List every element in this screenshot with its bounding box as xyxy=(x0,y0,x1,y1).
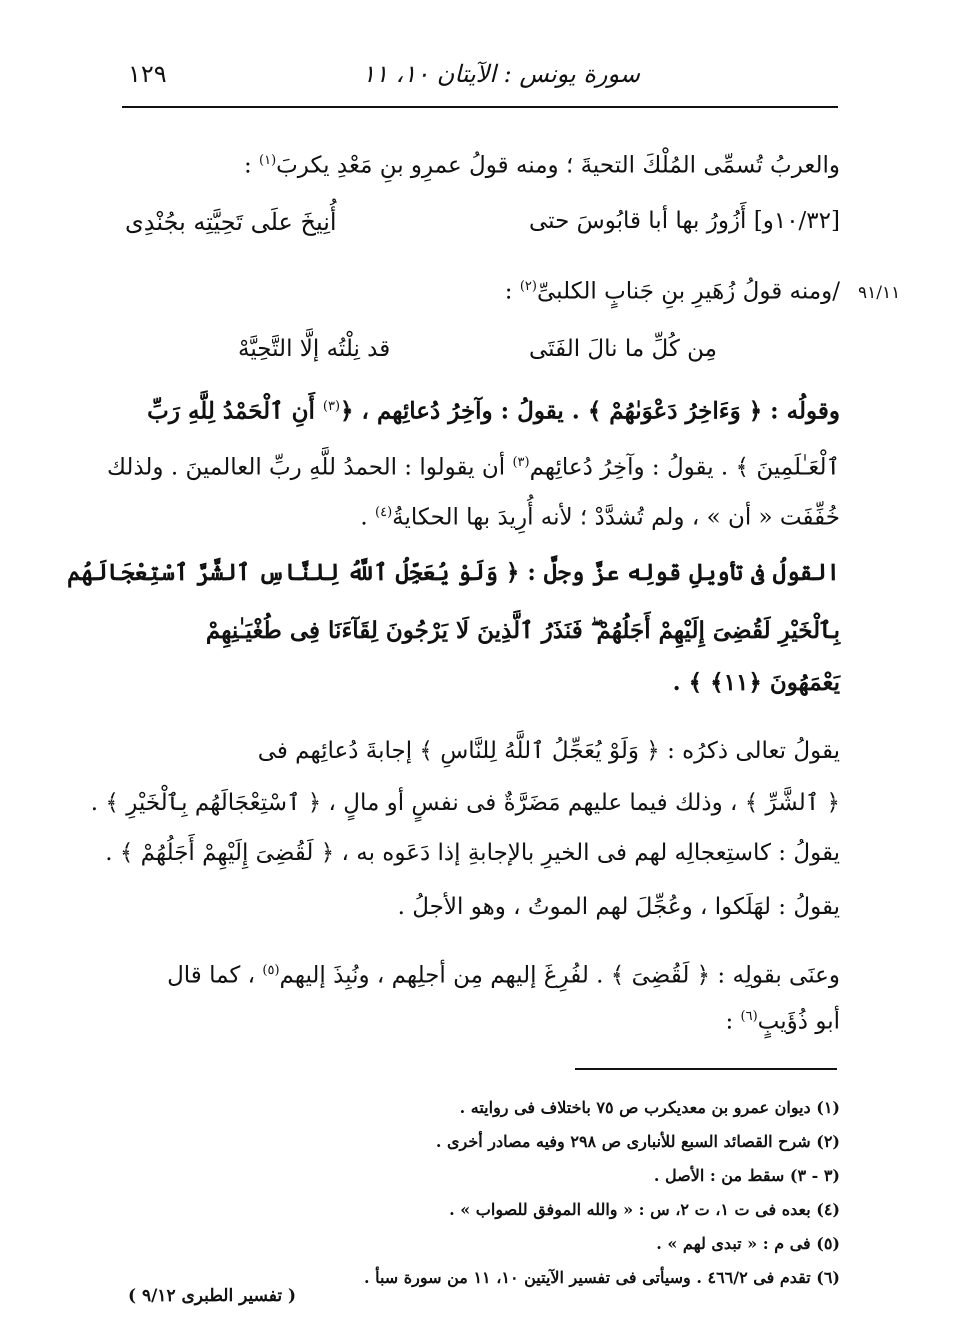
body-line xyxy=(106,446,840,485)
page-number: ١٢٩ xyxy=(128,60,167,88)
verse-line xyxy=(125,336,840,376)
footnote-marker: (١) xyxy=(259,153,277,168)
footnote: (٢) شرح القصائد السبع للأنبارى ص ٢٩٨ وفيه مصادر أخرى . xyxy=(435,1132,840,1151)
text-run: /ومنه قولُ زُهَيرِ بنِ جَنابٍ الكلبىِّ xyxy=(536,278,840,305)
section-heading-line: القولُ فى تأويلِ قولِه عزَّ وجلَّ : ﴿ وَلَوْ يُعَجِّلُ ٱللَّهُ لِلنَّاسِ ٱلشَّرَّ ٱسْتِعْجَالَهُم xyxy=(67,559,840,586)
footnote-marker: (٢) xyxy=(519,279,537,294)
section-heading-line: بِٱلْخَيْرِ لَقُضِىَ إِلَيْهِمْ أَجَلُهُمْ ۖ فَنَذَرُ ٱلَّذِينَ لَا يَرْجُونَ لِقَآءَنَا فِى طُغْيَـٰنِهِمْ xyxy=(205,617,840,644)
body-line: يقولُ : لهَلَكوا ، وعُجِّلَ لهم الموتُ ، وهو الأجلُ . xyxy=(397,894,840,920)
footnote: (١) ديوان عمرو بن معديكرب ص ٧٥ باختلاف فى روايته . xyxy=(459,1098,840,1117)
margin-reference: ٩١/١١ xyxy=(858,283,901,303)
text-run: خُفِّفَت « أن » ، ولم تُشدَّدْ ؛ لأنه أُرِيدَ بها الحكايةُ xyxy=(392,504,840,531)
text-run: . xyxy=(360,504,376,531)
verse-line xyxy=(125,208,840,248)
footnote-rule xyxy=(575,1068,837,1070)
footnote-marker: (٥) xyxy=(262,963,280,978)
footnote: (٦) تقدم فى ٤٦٦/٢ . وسيأتى فى تفسير الآيتين ١٠، ١١ من سورة سبأ . xyxy=(363,1268,840,1287)
footnote: (٥) فى م : « تبدى لهم » . xyxy=(656,1234,840,1253)
text-run: وعنَى بقولِه : ﴿ لَقُضِىَ ﴾ . لفُرِغَ إليهم مِن أجلِهم ، ونُبِذَ إليهم xyxy=(279,962,840,989)
body-line: يقولُ : كاستِعجالِه لهم فى الخيرِ بالإجابةِ إذا دَعَوه به ، ﴿ لَقُضِىَ إِلَيْهِمْ أَجَلُهُمْ ﴾ . xyxy=(105,840,840,866)
verse-second-hemistich: أُنِيخَ علَى تَحِيَّتِه بجُنْدِى xyxy=(125,208,337,236)
verse-first-hemistich: مِن كُلِّ ما نالَ الفَتَى xyxy=(528,336,717,362)
text-run: : xyxy=(243,152,259,179)
body-line xyxy=(125,390,840,429)
running-head: سورة يونس : الآيتان ١٠، ١١ xyxy=(362,60,640,88)
body-line: ﴿ ٱلشَّرِّ ﴾ ، وذلك فيما عليهم مَضَرَّةٌ فى نفسٍ أو مالٍ ، ﴿ ٱسْتِعْجَالَهُم بِٱلْخَيْرِ ﴾ . xyxy=(90,790,840,816)
body-line xyxy=(125,954,840,993)
section-heading-line: يَعْمَهُونَ ﴿١١﴾ ﴾ . xyxy=(672,669,840,696)
text-run: وقولُه : ﴿ وَءَاخِرُ دَعْوَىٰهُمْ ﴾ . يقولُ : وآخِرُ دُعائِهم ، ﴿ xyxy=(340,397,840,425)
verse-second-hemistich: قد نِلْتُه إلَّا التَّحِيَّهْ xyxy=(238,336,391,362)
verse-first-hemistich: [١٠/٣٢و] أَزُورُ بها أبا قابُوسَ حتى xyxy=(528,208,840,234)
text-run: ٱلْعَـٰلَمِينَ ﴾ . يقولُ : وآخِرُ دُعائِهم xyxy=(529,454,840,481)
page-header xyxy=(122,58,840,98)
text-run: أَنِ ٱلْحَمْدُ لِلَّهِ رَبِّ xyxy=(147,397,323,425)
body-line xyxy=(125,270,840,309)
text-run: ، كما قال xyxy=(167,962,263,989)
footnote: (٤) بعده فى ت ١، ت ٢، س : « والله الموفق للصواب » . xyxy=(449,1200,840,1219)
footnote: (٣ - ٣) سقط من : الأصل . xyxy=(653,1166,840,1185)
body-line xyxy=(125,496,840,535)
text-run: أبو ذُؤَيبٍ xyxy=(757,1008,840,1035)
header-rule xyxy=(122,106,838,108)
footer-reference: ( تفسير الطبرى ٩/١٢ ) xyxy=(128,1286,297,1306)
body-line xyxy=(125,144,840,183)
text-run: أن يقولوا : الحمدُ للَّهِ ربِّ العالمينَ . ولذلك xyxy=(106,454,513,481)
footnote-marker: (٣) xyxy=(322,399,341,414)
footnote-marker: (٤) xyxy=(375,505,393,520)
body-line xyxy=(125,1000,840,1039)
text-run: : xyxy=(725,1008,741,1035)
footnote-marker: (٦) xyxy=(740,1009,758,1024)
text-run: والعربُ تُسمِّى المُلْكَ التحيةَ ؛ ومنه قولُ عمرِو بنِ مَعْدِ يكربَ xyxy=(276,152,840,179)
text-run: : xyxy=(504,278,520,305)
body-line: يقولُ تعالى ذكرُه : ﴿ وَلَوْ يُعَجِّلُ ٱللَّهُ لِلنَّاسِ ﴾ إجابةَ دُعائِهم فى xyxy=(257,738,840,764)
footnote-marker: (٣) xyxy=(512,455,530,470)
